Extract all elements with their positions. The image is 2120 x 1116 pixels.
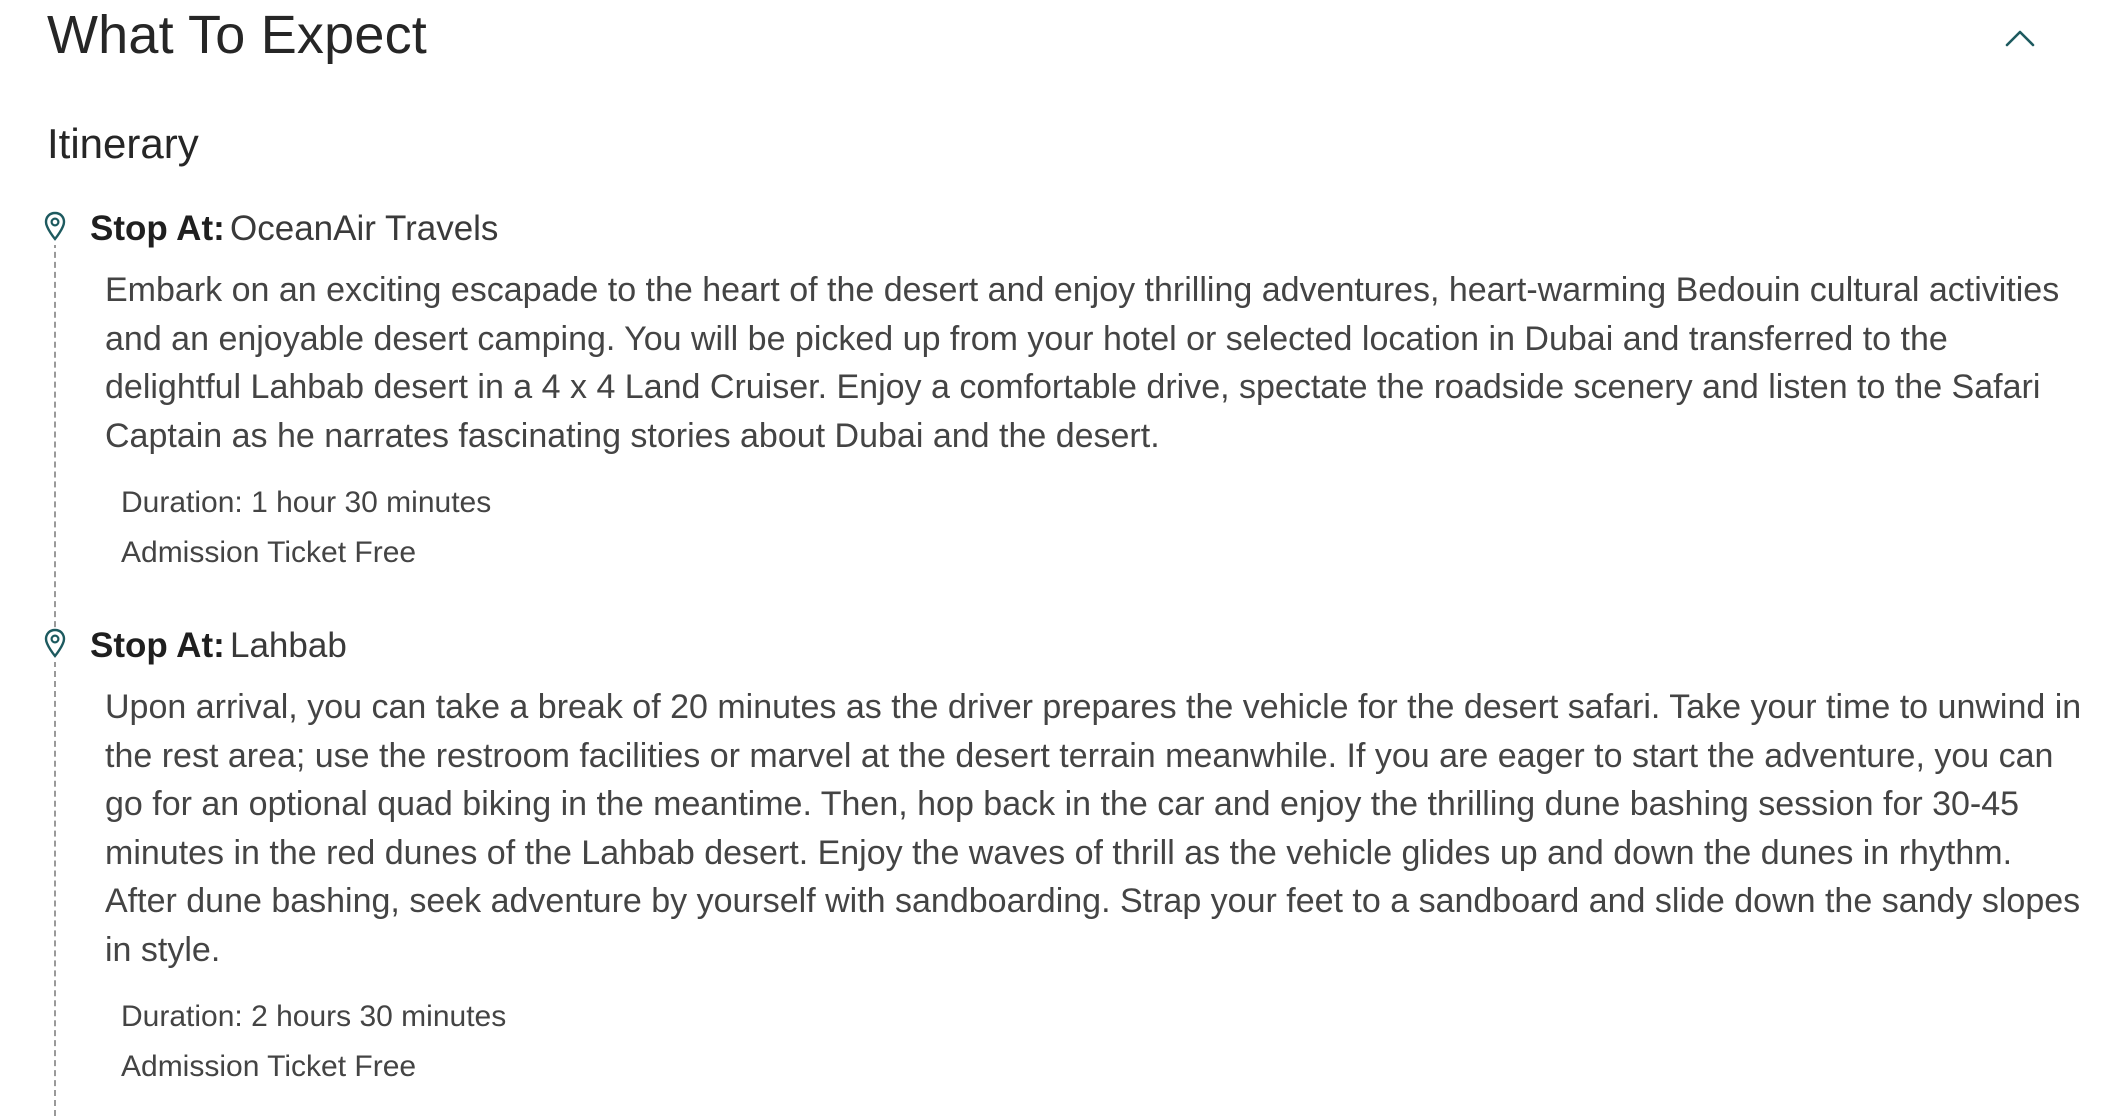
stop-name: OceanAir Travels: [230, 209, 499, 248]
stop-admission: Admission Ticket Free: [121, 1050, 417, 1083]
stop-name: Lahbab: [230, 626, 347, 665]
stop-header: [44, 621, 2034, 669]
stop-header: [44, 204, 2034, 252]
itinerary-stop: [44, 204, 2060, 578]
stop-label: Stop At:: [90, 626, 225, 665]
map-pin-icon: [44, 628, 66, 662]
stop-label: Stop At:: [90, 209, 225, 248]
stop-details: [121, 478, 2034, 578]
what-to-expect-header[interactable]: [47, 0, 2040, 74]
itinerary-heading: Itinerary: [47, 120, 199, 167]
stop-description: Upon arrival, you can take a break of 20 minutes as the driver prepares the vehicle for the desert safari. Take your time to unwind in the rest area; use the restroom facilities or marvel at the desert terrain meanwhile. If you are eager to start the adventure, you can go for an optional quad biking in the meantime. Then, hop back in the car and enjoy the thrilling dune bashing session for 30-45 minutes in the red dunes of the Lahbab desert. Enjoy the waves of thrill as the vehicle glides up and down the dunes in rhythm. After dune bashing, seek adventure by yourself with sandboarding. Strap your feet to a sandboard and slide down the sandy slopes in style.: [105, 688, 2082, 969]
section-title: What To Expect: [47, 5, 427, 65]
stop-description: Embark on an exciting escapade to the heart of the desert and enjoy thrilling adventures, heart-warming Bedouin cultural activities and an enjoyable desert camping. You will be picked up from your hotel or selected location in Dubai and transferred to the delightful Lahbab desert in a 4 x 4 Land Cruiser. Enjoy a comfortable drive, spectate the roadside scenery and listen to the Safari Captain as he narrates fascinating stories about Dubai and the desert.: [105, 271, 2060, 455]
stop-details: [121, 992, 2034, 1092]
itinerary-stop: [44, 621, 2082, 1092]
stop-admission: Admission Ticket Free: [121, 536, 417, 569]
map-pin-icon: [44, 211, 66, 245]
stop-duration: Duration: 2 hours 30 minutes: [121, 1000, 507, 1033]
collapse-toggle-button[interactable]: [2000, 18, 2040, 58]
chevron-up-icon: [2005, 29, 2035, 47]
stop-duration: Duration: 1 hour 30 minutes: [121, 486, 492, 519]
